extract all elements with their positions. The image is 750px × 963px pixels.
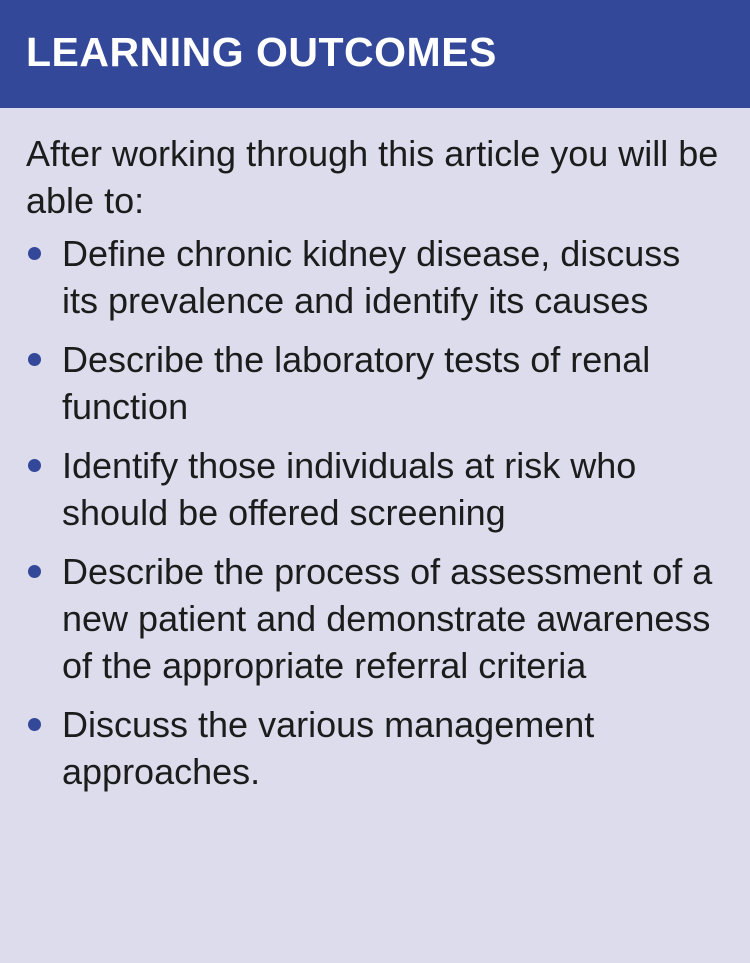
outcome-text: Define chronic kidney disease, discuss its prevalence and identify its causes [62,233,681,321]
outcome-text: Discuss the various management approaches. [62,704,595,792]
list-item [26,548,726,689]
bullet-icon [28,247,41,260]
bullet-icon [28,565,41,578]
outcome-text: Identify those individuals at risk who should be offered screening [62,445,637,533]
list-item [26,701,726,795]
outcomes-list [26,230,726,795]
bullet-icon [28,459,41,472]
bullet-icon [28,353,41,366]
list-item [26,442,726,536]
intro-text: After working through this article you will be able to: [26,133,719,221]
box-content [0,108,750,795]
list-item [26,230,726,324]
list-item [26,336,726,430]
bullet-icon [28,718,41,731]
header-banner [0,0,750,108]
box-title: LEARNING OUTCOMES [26,29,497,75]
outcome-text: Describe the process of assessment of a new patient and demonstrate awareness of the appropriate referral criteria [62,551,713,686]
outcome-text: Describe the laboratory tests of renal function [62,339,651,427]
